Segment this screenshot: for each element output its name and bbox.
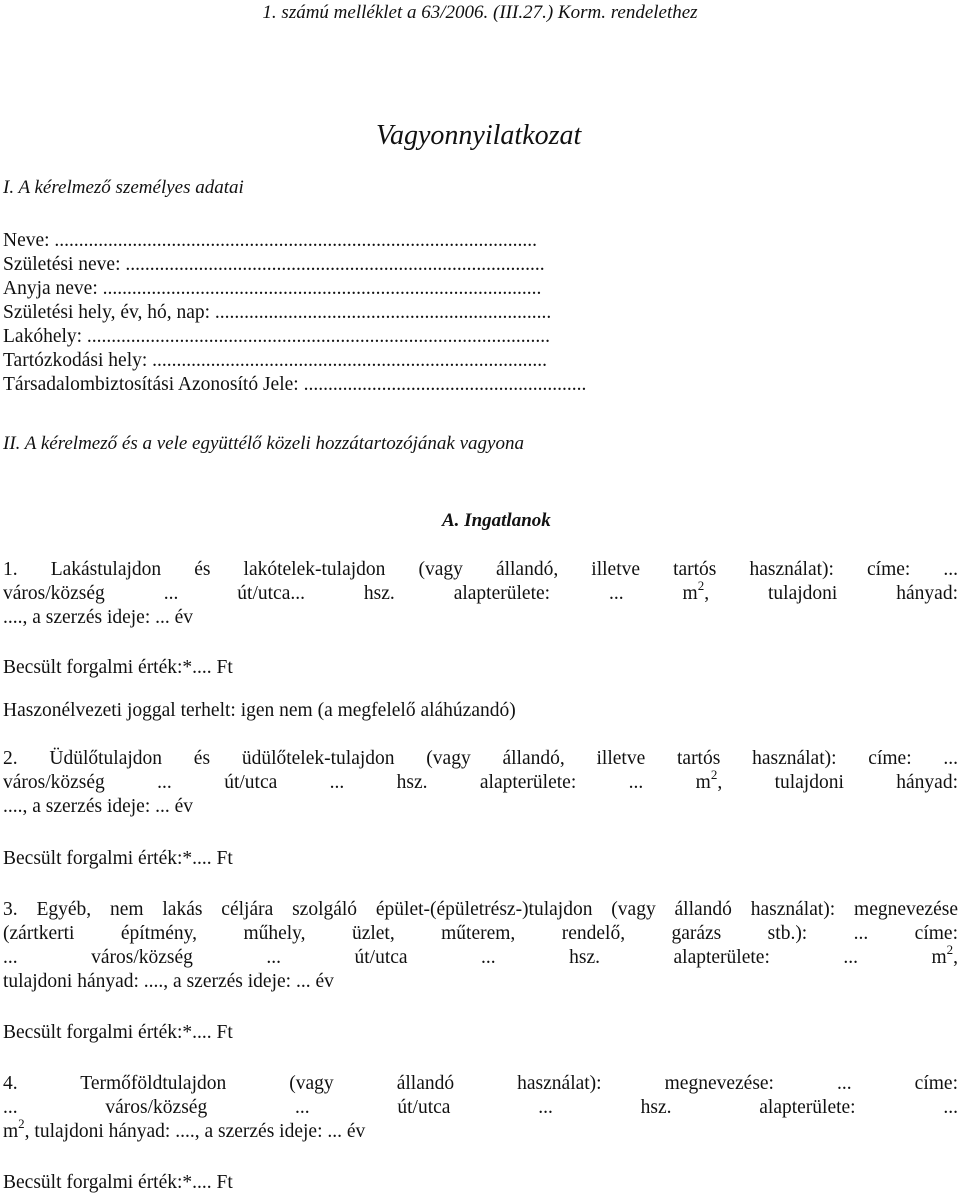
item3-row4: tulajdoni hányad: ...., a szerzés ideje: ... év [3, 971, 334, 992]
item3-row1: 3. Egyéb, nem lakás céljára szolgáló épület-(épületrész-)tulajdon (vagy állandó használat): megnevezése [3, 899, 958, 920]
item4-row3: $m^2$, tulajdoni hányad: ...., a szerzés ideje: ... év [3, 1116, 366, 1142]
field-birth-place-date: Születési hely, év, hó, nap: ..................................................................... [3, 302, 552, 323]
section1-heading: I. A kérelmező személyes adatai [3, 177, 244, 198]
item1-usufruct: Haszonélvezeti joggal terhelt: igen nem (a megfelelő aláhúzandó) [3, 700, 516, 721]
item3-value: Becsült forgalmi érték:*.... Ft [3, 1022, 233, 1043]
field-birth-name: Születési neve: ...................................................................................... [3, 254, 545, 275]
field-stay-place: Tartózkodási hely: ................................................................................. [3, 350, 548, 371]
item2-block [3, 747, 958, 819]
item4-block [3, 1072, 958, 1144]
field-ssn: Társadalombiztosítási Azonosító Jele: .......................................................... [3, 374, 587, 395]
field-name: Neve: ................................................................................................... [3, 230, 538, 251]
subsection-a-heading: A. Ingatlanok [442, 510, 551, 531]
item1-row2: város/község ... út/utca... hsz. alapterülete: ... $m^2$, tulajdoni hányad: [3, 578, 958, 604]
item3-block [3, 898, 958, 994]
field-residence: Lakóhely: ............................................................................................... [3, 326, 551, 347]
item1-value: Becsült forgalmi érték:*.... Ft [3, 657, 233, 678]
item1-row1: 1. Lakástulajdon és lakótelek-tulajdon (vagy állandó, illetve tartós használat): címe: ... [3, 559, 958, 580]
item1-row3: ...., a szerzés ideje: ... év [3, 607, 194, 628]
annex-header: 1. számú melléklet a 63/2006. (III.27.) Korm. rendelethez [262, 2, 698, 23]
field-mother-name: Anyja neve: .......................................................................................... [3, 278, 542, 299]
item4-value: Becsült forgalmi érték:*.... Ft [3, 1172, 233, 1193]
item4-row1: 4. Termőföldtulajdon (vagy állandó használat): megnevezése: ... címe: [3, 1073, 958, 1094]
item1-block [3, 558, 958, 630]
item2-row3: ...., a szerzés ideje: ... év [3, 796, 194, 817]
item4-row2: ... város/község ... út/utca ... hsz. alapterülete: ... [3, 1097, 958, 1118]
item2-value: Becsült forgalmi érték:*.... Ft [3, 848, 233, 869]
page-title: Vagyonnyilatkozat [376, 120, 582, 151]
section2-heading: II. A kérelmező és a vele együttélő közeli hozzátartozójának vagyona [3, 433, 524, 454]
item2-row1: 2. Üdülőtulajdon és üdülőtelek-tulajdon (vagy állandó, illetve tartós használat): címe: ... [3, 748, 958, 769]
item3-row2: (zártkerti építmény, műhely, üzlet, műterem, rendelő, garázs stb.): ... címe: [3, 923, 958, 944]
item3-row3: ... város/község ... út/utca ... hsz. alapterülete: ... $m^2$, [3, 942, 958, 968]
item2-row2: város/község ... út/utca ... hsz. alapterülete: ... $m^2$, tulajdoni hányad: [3, 767, 959, 793]
